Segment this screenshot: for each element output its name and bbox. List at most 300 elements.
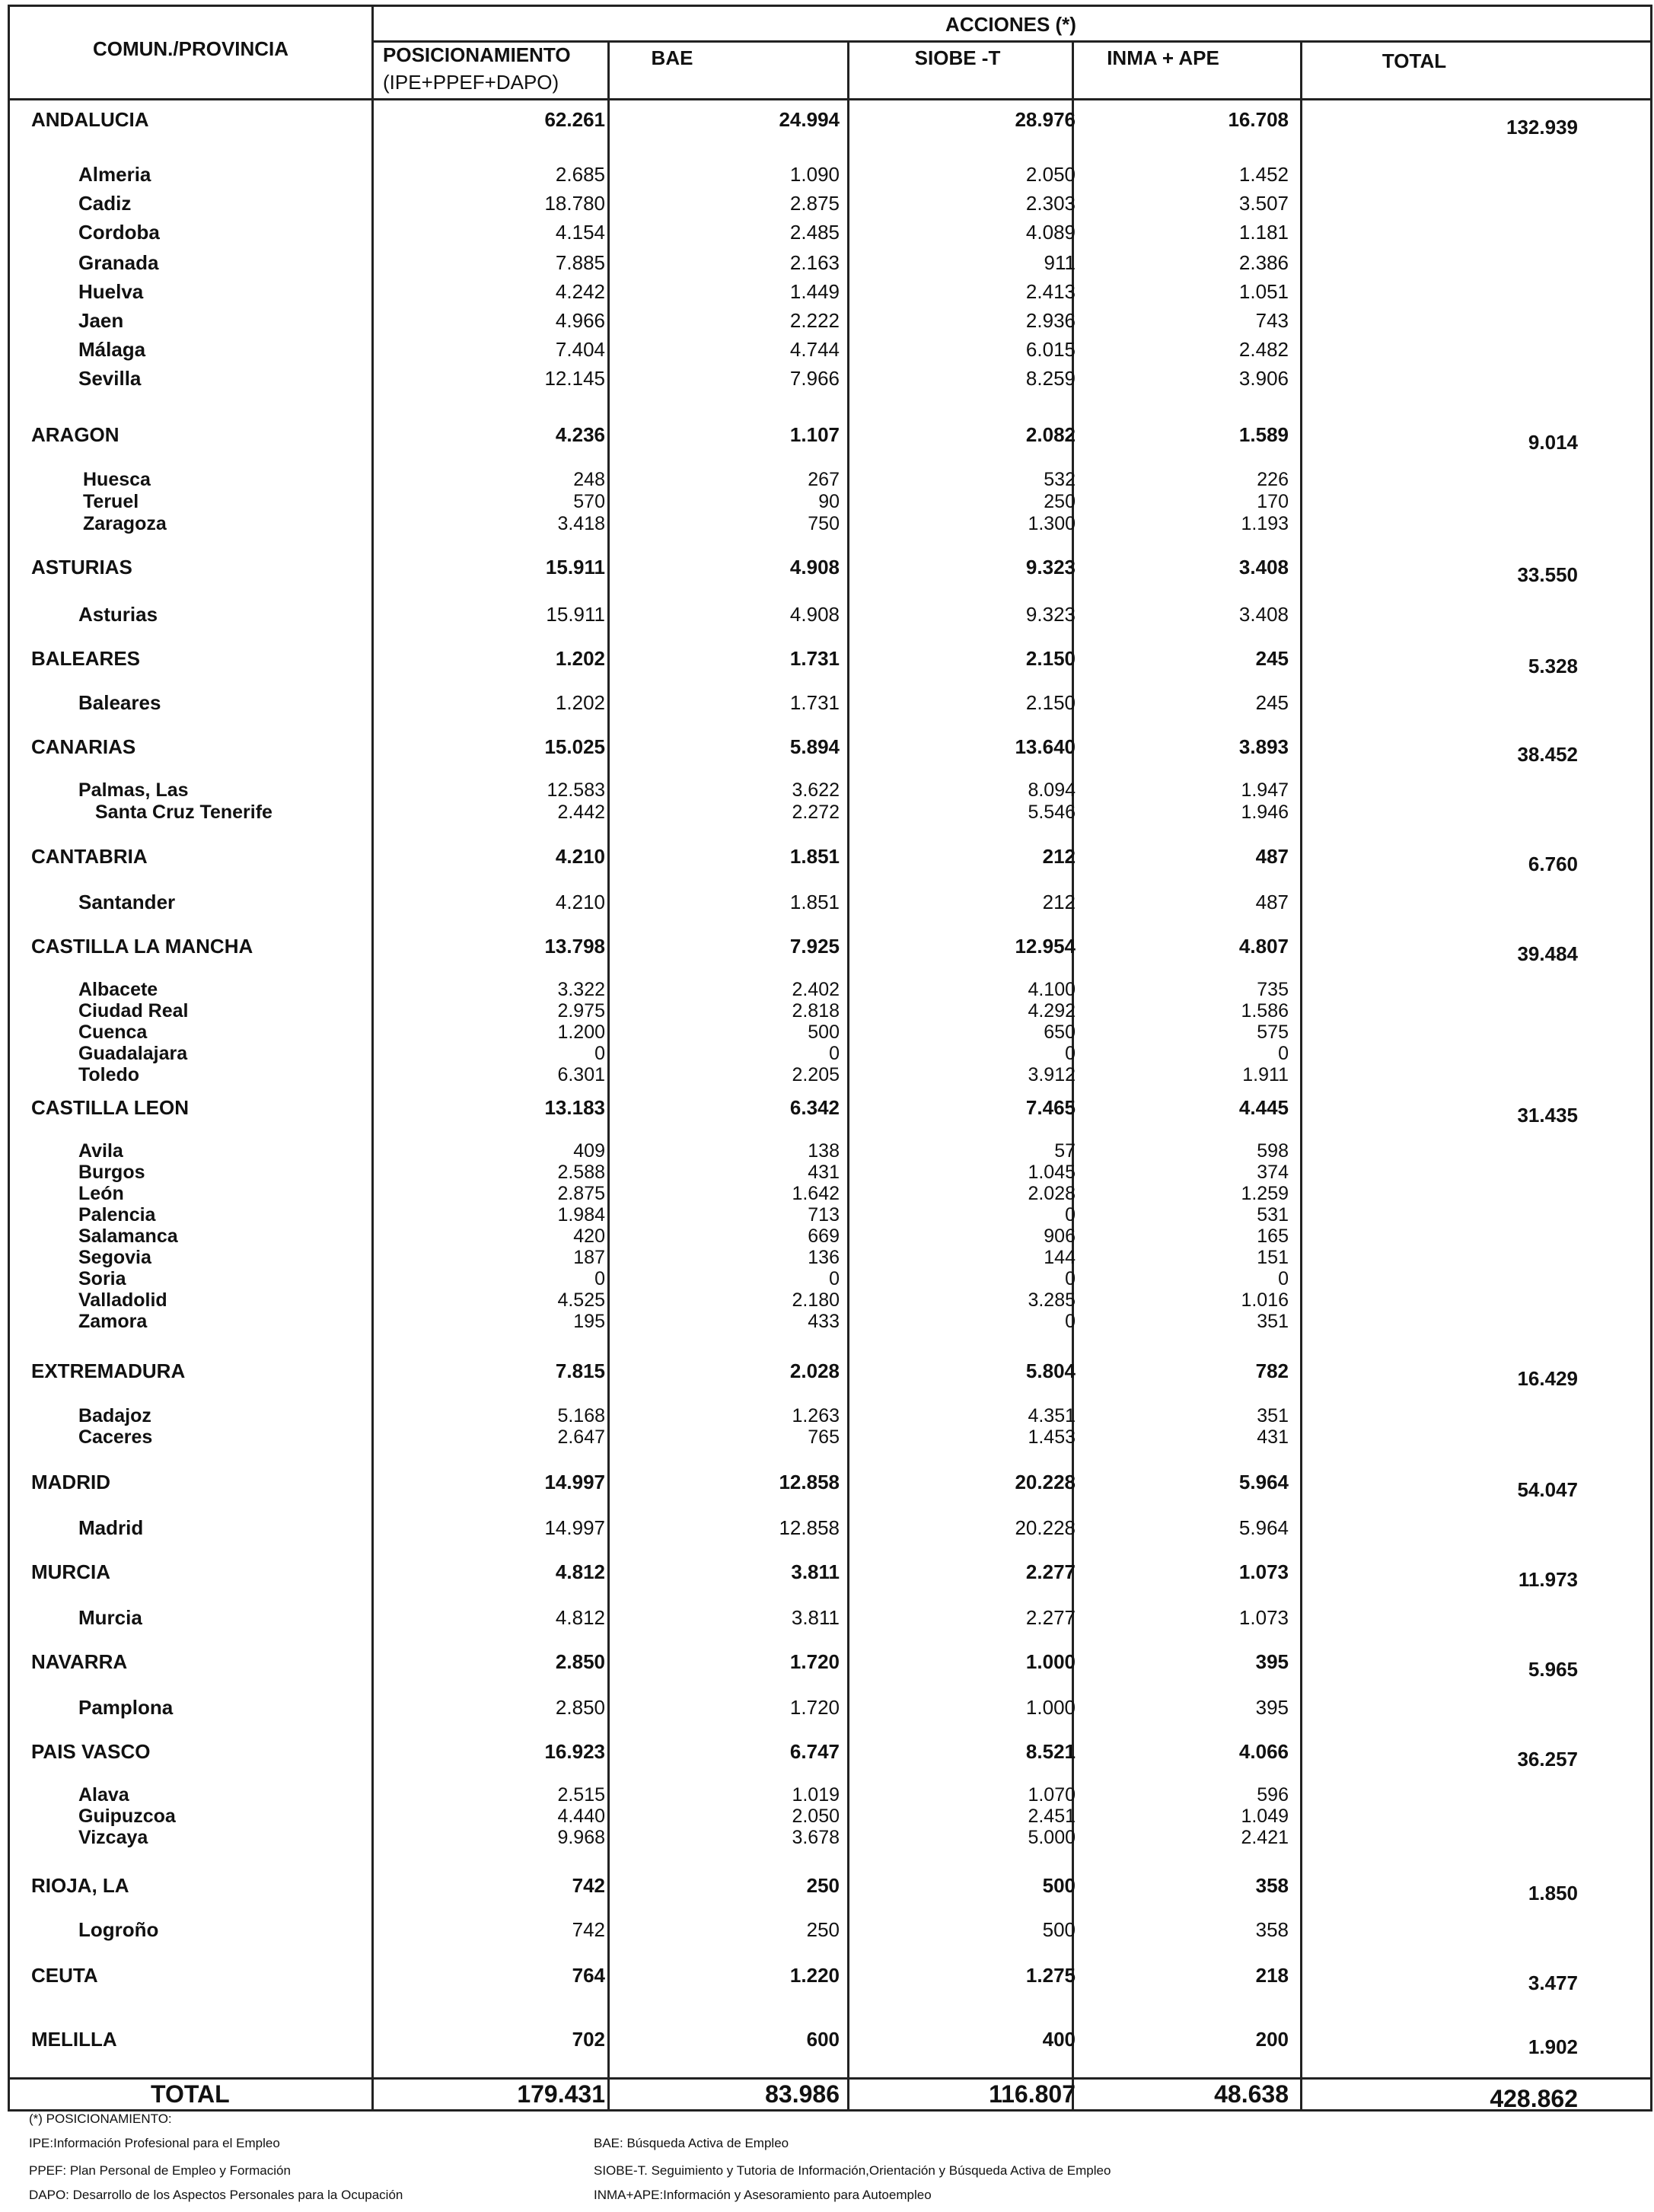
cell-inma: 395 [1255, 1696, 1289, 1719]
province-row [10, 1828, 1650, 1847]
cell-inma: 2.386 [1238, 251, 1289, 274]
cell-total: 31.435 [1517, 1104, 1578, 1127]
cell-posicionamiento: 15.911 [546, 603, 605, 626]
cell-inma: 1.259 [1241, 1183, 1289, 1204]
province-row [10, 1290, 1650, 1310]
cell-posicionamiento: 14.997 [544, 1516, 605, 1539]
note-dapo: DAPO: Desarrollo de los Aspectos Personales para la Ocupación [29, 2188, 403, 2202]
cell-inma: 0 [1278, 1268, 1289, 1289]
row-name: MURCIA [31, 1560, 110, 1583]
cell-inma: 3.507 [1238, 192, 1289, 215]
cell-bae: 1.220 [789, 1964, 840, 1987]
cell-siobe: 2.277 [1025, 1606, 1076, 1629]
community-row [10, 1874, 1650, 1904]
cell-posicionamiento: 7.404 [555, 338, 605, 361]
row-name: Segovia [78, 1247, 151, 1268]
cell-posicionamiento: 7.885 [555, 251, 605, 274]
cell-bae: 0 [829, 1268, 840, 1289]
cell-siobe: 911 [1044, 251, 1076, 274]
cell-siobe: 500 [1042, 1874, 1076, 1897]
cell-siobe: 2.451 [1028, 1806, 1076, 1827]
row-name: CASTILLA LA MANCHA [31, 935, 253, 958]
cell-siobe: 0 [1065, 1268, 1076, 1289]
cell-siobe: 2.150 [1025, 647, 1076, 670]
cell-inma: 782 [1255, 1359, 1289, 1382]
province-row [10, 1184, 1650, 1203]
header-posicionamiento: POSICIONAMIENTO [383, 43, 571, 66]
cell-siobe: 20.228 [1015, 1516, 1076, 1539]
row-name: PAIS VASCO [31, 1740, 151, 1763]
cell-bae: 600 [806, 2028, 840, 2051]
cell-siobe: 1.000 [1025, 1650, 1076, 1673]
cell-total: 1.902 [1528, 2035, 1578, 2058]
row-name: Soria [78, 1268, 126, 1289]
province-row [10, 310, 1650, 331]
row-name: Santa Cruz Tenerife [95, 802, 272, 823]
cell-posicionamiento: 2.685 [555, 163, 605, 186]
cell-bae: 1.720 [789, 1650, 840, 1673]
province-row [10, 514, 1650, 534]
row-name: Murcia [78, 1606, 142, 1629]
cell-inma: 170 [1257, 491, 1289, 512]
row-name: EXTREMADURA [31, 1359, 186, 1382]
cell-inma: 2.421 [1241, 1827, 1289, 1848]
cell-inma: 358 [1255, 1918, 1289, 1941]
row-name: Valladolid [78, 1289, 167, 1311]
cell-posicionamiento: 6.301 [557, 1064, 605, 1085]
cell-siobe: 8.521 [1025, 1740, 1076, 1763]
province-row [10, 1141, 1650, 1161]
cell-total: 5.328 [1528, 655, 1578, 677]
cell-inma: 151 [1257, 1247, 1289, 1268]
cell-bae: 1.720 [789, 1696, 840, 1719]
cell-siobe: 5.546 [1028, 802, 1076, 823]
cell-bae: 138 [808, 1140, 840, 1162]
cell-siobe: 0 [1065, 1311, 1076, 1332]
province-row [10, 339, 1650, 360]
cell-bae: 1.449 [789, 280, 840, 303]
note-ipe: IPE:Información Profesional para el Empleo [29, 2136, 280, 2150]
cell-bae: 7.925 [789, 935, 840, 958]
cell-inma: 1.589 [1238, 423, 1289, 446]
row-name: MELILLA [31, 2028, 117, 2051]
row-name: Zaragoza [83, 513, 167, 534]
row-name: Palmas, Las [78, 779, 189, 801]
cell-posicionamiento: 4.242 [555, 280, 605, 303]
cell-siobe: 532 [1044, 469, 1076, 490]
cell-inma: 374 [1257, 1162, 1289, 1183]
header-acciones: ACCIONES (*) [945, 13, 1076, 36]
note-bae: BAE: Búsqueda Activa de Empleo [594, 2136, 789, 2150]
community-row [10, 1650, 1650, 1681]
cell-posicionamiento: 18.780 [544, 192, 605, 215]
row-name: Toledo [78, 1064, 140, 1085]
community-row [10, 1359, 1650, 1390]
cell-bae: 2.028 [789, 1359, 840, 1382]
cell-bae: 1.019 [792, 1784, 840, 1806]
cell-inma: 487 [1255, 891, 1289, 913]
cell-siobe: 2.277 [1025, 1560, 1076, 1583]
community-row [10, 108, 1650, 139]
cell-posicionamiento: 4.210 [555, 891, 605, 913]
cell-siobe: 6.015 [1025, 338, 1076, 361]
cell-posicionamiento: 1.200 [557, 1022, 605, 1043]
cell-posicionamiento: 702 [572, 2028, 605, 2051]
cell-siobe: 212 [1042, 845, 1076, 868]
province-row [10, 281, 1650, 302]
row-name: Santander [78, 891, 176, 913]
cell-bae: 24.994 [779, 108, 840, 131]
community-row [10, 845, 1650, 875]
cell-inma: 0 [1278, 1043, 1289, 1064]
cell-inma: 4.445 [1238, 1096, 1289, 1119]
cell-siobe: 9.323 [1025, 556, 1076, 578]
cell-bae: 765 [808, 1426, 840, 1448]
community-row [10, 1740, 1650, 1771]
cell-posicionamiento: 2.588 [557, 1162, 605, 1183]
cell-siobe: 57 [1054, 1140, 1076, 1162]
province-row [10, 1607, 1650, 1628]
cell-inma: 1.193 [1241, 513, 1289, 534]
row-name: Granada [78, 251, 159, 274]
cell-posicionamiento: 195 [573, 1311, 605, 1332]
province-row [10, 692, 1650, 713]
cell-siobe: 250 [1044, 491, 1076, 512]
province-row [10, 1517, 1650, 1538]
row-name: Zamora [78, 1311, 148, 1332]
province-row [10, 252, 1650, 273]
cell-posicionamiento: 2.442 [557, 802, 605, 823]
cell-posicionamiento: 4.812 [555, 1560, 605, 1583]
cell-bae: 3.811 [791, 1560, 840, 1583]
cell-bae: 2.818 [792, 1000, 840, 1022]
cell-posicionamiento: 13.183 [544, 1096, 605, 1119]
cell-bae: 12.858 [779, 1516, 840, 1539]
note-ppef: PPEF: Plan Personal de Empleo y Formación [29, 2163, 291, 2178]
row-name: Salamanca [78, 1226, 178, 1247]
cell-inma: 1.946 [1241, 802, 1289, 823]
row-name: Madrid [78, 1516, 144, 1539]
header-bae: BAE [651, 46, 693, 69]
cell-bae: 2.272 [792, 802, 840, 823]
cell-posicionamiento: 2.850 [555, 1650, 605, 1673]
province-row [10, 193, 1650, 214]
cell-inma: 531 [1257, 1204, 1289, 1226]
row-name: Palencia [78, 1204, 156, 1226]
cell-siobe: 2.050 [1025, 163, 1076, 186]
cell-posicionamiento: 409 [573, 1140, 605, 1162]
province-row [10, 1162, 1650, 1182]
cell-bae: 2.163 [789, 251, 840, 274]
cell-siobe: 650 [1044, 1022, 1076, 1043]
cell-inma: 598 [1257, 1140, 1289, 1162]
cell-bae: 90 [818, 491, 840, 512]
row-name: ANDALUCIA [31, 108, 149, 131]
cell-bae: 1.090 [789, 163, 840, 186]
row-name: RIOJA, LA [31, 1874, 129, 1897]
row-name: Asturias [78, 603, 158, 626]
cell-siobe: 2.150 [1025, 691, 1076, 714]
community-row [10, 1964, 1650, 1994]
cell-siobe: 0 [1065, 1043, 1076, 1064]
province-row [10, 1919, 1650, 1940]
cell-bae: 1.731 [789, 691, 840, 714]
cell-siobe: 500 [1042, 1918, 1076, 1941]
province-row [10, 222, 1650, 243]
header-posicionamiento-detail: (IPE+PPEF+DAPO) [383, 71, 559, 94]
cell-siobe: 12.954 [1015, 935, 1076, 958]
grand-total-label: TOTAL [151, 2080, 230, 2108]
row-name: Sevilla [78, 367, 142, 390]
cell-bae: 1.263 [792, 1405, 840, 1426]
cell-total: 9.014 [1528, 431, 1578, 454]
cell-inma: 1.911 [1242, 1064, 1289, 1085]
cell-posicionamiento: 0 [594, 1043, 605, 1064]
cell-posicionamiento: 2.875 [557, 1183, 605, 1204]
row-name: Baleares [78, 691, 161, 714]
cell-siobe: 400 [1042, 2028, 1076, 2051]
cell-posicionamiento: 62.261 [544, 108, 605, 131]
row-name: Burgos [78, 1162, 145, 1183]
cell-inma: 735 [1257, 979, 1289, 1000]
cell-siobe: 212 [1042, 891, 1076, 913]
row-name: Guipuzcoa [78, 1806, 176, 1827]
province-row [10, 1806, 1650, 1826]
cell-bae: 750 [808, 513, 840, 534]
cell-siobe: 4.100 [1028, 979, 1076, 1000]
cell-inma: 16.708 [1228, 108, 1289, 131]
header-inma-ape: INMA + APE [1107, 46, 1219, 69]
cell-bae: 500 [808, 1022, 840, 1043]
cell-total: 6.760 [1528, 853, 1578, 875]
cell-posicionamiento: 248 [573, 469, 605, 490]
cell-inma: 5.964 [1238, 1471, 1289, 1493]
cell-total: 132.939 [1506, 116, 1578, 139]
cell-posicionamiento: 15.911 [545, 556, 605, 578]
province-row [10, 1022, 1650, 1042]
province-row [10, 368, 1650, 389]
cell-posicionamiento: 1.984 [557, 1204, 605, 1226]
province-row [10, 470, 1650, 489]
cell-bae: 3.622 [792, 779, 840, 801]
row-name: BALEARES [31, 647, 141, 670]
cell-bae: 136 [808, 1247, 840, 1268]
grand-total-row [10, 2080, 1650, 2112]
province-row [10, 891, 1650, 913]
cell-posicionamiento: 570 [573, 491, 605, 512]
cell-siobe: 5.000 [1028, 1827, 1076, 1848]
cell-total: 16.429 [1517, 1367, 1578, 1390]
cell-posicionamiento: 12.145 [544, 367, 605, 390]
cell-posicionamiento: 2.515 [557, 1784, 605, 1806]
cell-inma: 3.906 [1238, 367, 1289, 390]
cell-siobe: 28.976 [1015, 108, 1076, 131]
cell-posicionamiento: 4.966 [555, 309, 605, 332]
cell-total: 33.550 [1517, 563, 1578, 586]
cell-bae: 4.908 [789, 556, 840, 578]
row-name: Jaen [78, 309, 124, 332]
cell-inma: 358 [1255, 1874, 1289, 1897]
cell-bae: 250 [806, 1874, 840, 1897]
community-row [10, 423, 1650, 454]
note-siobe: SIOBE-T. Seguimiento y Tutoria de Información,Orientación y Búsqueda Activa de Empleo [594, 2163, 1111, 2178]
row-name: CEUTA [31, 1964, 98, 1987]
cell-siobe: 8.259 [1025, 367, 1076, 390]
cell-bae: 6.342 [789, 1096, 840, 1119]
cell-posicionamiento: 4.440 [557, 1806, 605, 1827]
cell-inma: 1.049 [1241, 1806, 1289, 1827]
cell-siobe: 9.323 [1025, 603, 1076, 626]
province-row [10, 780, 1650, 800]
province-row [10, 1697, 1650, 1718]
cell-total: 54.047 [1517, 1478, 1578, 1501]
cell-siobe: 0 [1065, 1204, 1076, 1226]
row-name: Badajoz [78, 1405, 151, 1426]
cell-inma: 575 [1257, 1022, 1289, 1043]
province-row [10, 1269, 1650, 1289]
cell-posicionamiento: 3.322 [557, 979, 605, 1000]
cell-bae: 2.050 [792, 1806, 840, 1827]
province-row [10, 1001, 1650, 1021]
community-row [10, 647, 1650, 677]
row-name: Málaga [78, 338, 146, 361]
cell-bae: 2.402 [792, 979, 840, 1000]
row-name: Huesca [83, 469, 151, 490]
cell-posicionamiento: 742 [572, 1874, 605, 1897]
community-row [10, 556, 1650, 586]
cell-posicionamiento: 742 [572, 1918, 605, 1941]
row-name: Cuenca [78, 1022, 148, 1043]
cell-bae: 669 [808, 1226, 840, 1247]
province-row [10, 1226, 1650, 1246]
row-name: León [78, 1183, 124, 1204]
cell-posicionamiento: 15.025 [544, 735, 605, 758]
cell-total: 39.484 [1517, 942, 1578, 965]
cell-inma: 743 [1255, 309, 1289, 332]
cell-siobe: 4.089 [1025, 221, 1076, 244]
province-row [10, 604, 1650, 625]
header-rule [371, 40, 1650, 43]
cell-inma: 3.408 [1238, 556, 1289, 578]
province-row [10, 1427, 1650, 1447]
cell-posicionamiento: 187 [573, 1247, 605, 1268]
cell-bae: 2.205 [792, 1064, 840, 1085]
cell-posicionamiento: 4.812 [555, 1606, 605, 1629]
grand-total-posicionamiento: 179.431 [517, 2080, 605, 2108]
cell-bae: 4.908 [789, 603, 840, 626]
cell-inma: 1.181 [1238, 221, 1289, 244]
data-table [8, 5, 1652, 2112]
province-row [10, 1406, 1650, 1426]
cell-siobe: 5.804 [1025, 1359, 1076, 1382]
cell-siobe: 3.285 [1028, 1289, 1076, 1311]
cell-bae: 250 [806, 1918, 840, 1941]
cell-inma: 395 [1255, 1650, 1289, 1673]
header-comun-provincia: COMUN./PROVINCIA [92, 37, 289, 60]
community-row [10, 2028, 1650, 2058]
cell-posicionamiento: 4.236 [555, 423, 605, 446]
community-row [10, 1471, 1650, 1501]
row-name: CANTABRIA [31, 845, 148, 868]
cell-inma: 4.066 [1238, 1740, 1289, 1763]
cell-siobe: 2.028 [1028, 1183, 1076, 1204]
cell-total: 11.973 [1518, 1568, 1578, 1591]
cell-siobe: 7.465 [1025, 1096, 1076, 1119]
grand-total-inma: 48.638 [1214, 2080, 1289, 2108]
row-name: Guadalajara [78, 1043, 188, 1064]
cell-siobe: 13.640 [1015, 735, 1076, 758]
cell-bae: 2.875 [789, 192, 840, 215]
cell-bae: 5.894 [789, 735, 840, 758]
cell-inma: 596 [1257, 1784, 1289, 1806]
header-siobe: SIOBE -T [914, 46, 1001, 69]
grand-total-siobe: 116.807 [989, 2080, 1076, 2108]
row-name: Vizcaya [78, 1827, 148, 1848]
cell-bae: 1.731 [789, 647, 840, 670]
cell-inma: 5.964 [1238, 1516, 1289, 1539]
row-name: ASTURIAS [31, 556, 132, 578]
cell-inma: 3.408 [1238, 603, 1289, 626]
cell-inma: 4.807 [1238, 935, 1289, 958]
cell-inma: 351 [1257, 1405, 1289, 1426]
cell-inma: 487 [1255, 845, 1289, 868]
community-row [10, 735, 1650, 766]
province-row [10, 1248, 1650, 1267]
cell-bae: 433 [808, 1311, 840, 1332]
cell-inma: 1.073 [1238, 1560, 1289, 1583]
community-row [10, 1096, 1650, 1127]
grand-total-total: 428.862 [1490, 2085, 1578, 2112]
row-name: Cordoba [78, 221, 160, 244]
cell-bae: 3.678 [792, 1827, 840, 1848]
cell-siobe: 4.351 [1028, 1405, 1076, 1426]
cell-bae: 0 [829, 1043, 840, 1064]
cell-bae: 1.851 [789, 891, 840, 913]
cell-posicionamiento: 12.583 [547, 779, 605, 801]
header-rule [10, 98, 1650, 100]
cell-posicionamiento: 764 [572, 1964, 605, 1987]
cell-bae: 1.642 [792, 1183, 840, 1204]
cell-bae: 12.858 [779, 1471, 840, 1493]
row-name: Albacete [78, 979, 158, 1000]
province-row [10, 1044, 1650, 1063]
row-name: Cadiz [78, 192, 132, 215]
cell-inma: 1.073 [1238, 1606, 1289, 1629]
cell-inma: 218 [1255, 1964, 1289, 1987]
row-name: Caceres [78, 1426, 153, 1448]
cell-posicionamiento: 1.202 [555, 691, 605, 714]
cell-siobe: 1.070 [1028, 1784, 1076, 1806]
cell-bae: 2.222 [789, 309, 840, 332]
row-name: Huelva [78, 280, 144, 303]
cell-inma: 245 [1255, 647, 1289, 670]
cell-posicionamiento: 0 [594, 1268, 605, 1289]
cell-bae: 1.107 [789, 423, 840, 446]
cell-total: 36.257 [1517, 1748, 1578, 1771]
cell-inma: 3.893 [1238, 735, 1289, 758]
cell-siobe: 144 [1044, 1247, 1076, 1268]
cell-siobe: 3.912 [1028, 1064, 1076, 1085]
cell-siobe: 4.292 [1028, 1000, 1076, 1022]
province-row [10, 1205, 1650, 1225]
cell-inma: 245 [1255, 691, 1289, 714]
cell-siobe: 1.300 [1028, 513, 1076, 534]
province-row [10, 1065, 1650, 1085]
cell-posicionamiento: 5.168 [557, 1405, 605, 1426]
cell-siobe: 1.000 [1025, 1696, 1076, 1719]
cell-siobe: 2.303 [1025, 192, 1076, 215]
cell-total: 38.452 [1517, 743, 1578, 766]
